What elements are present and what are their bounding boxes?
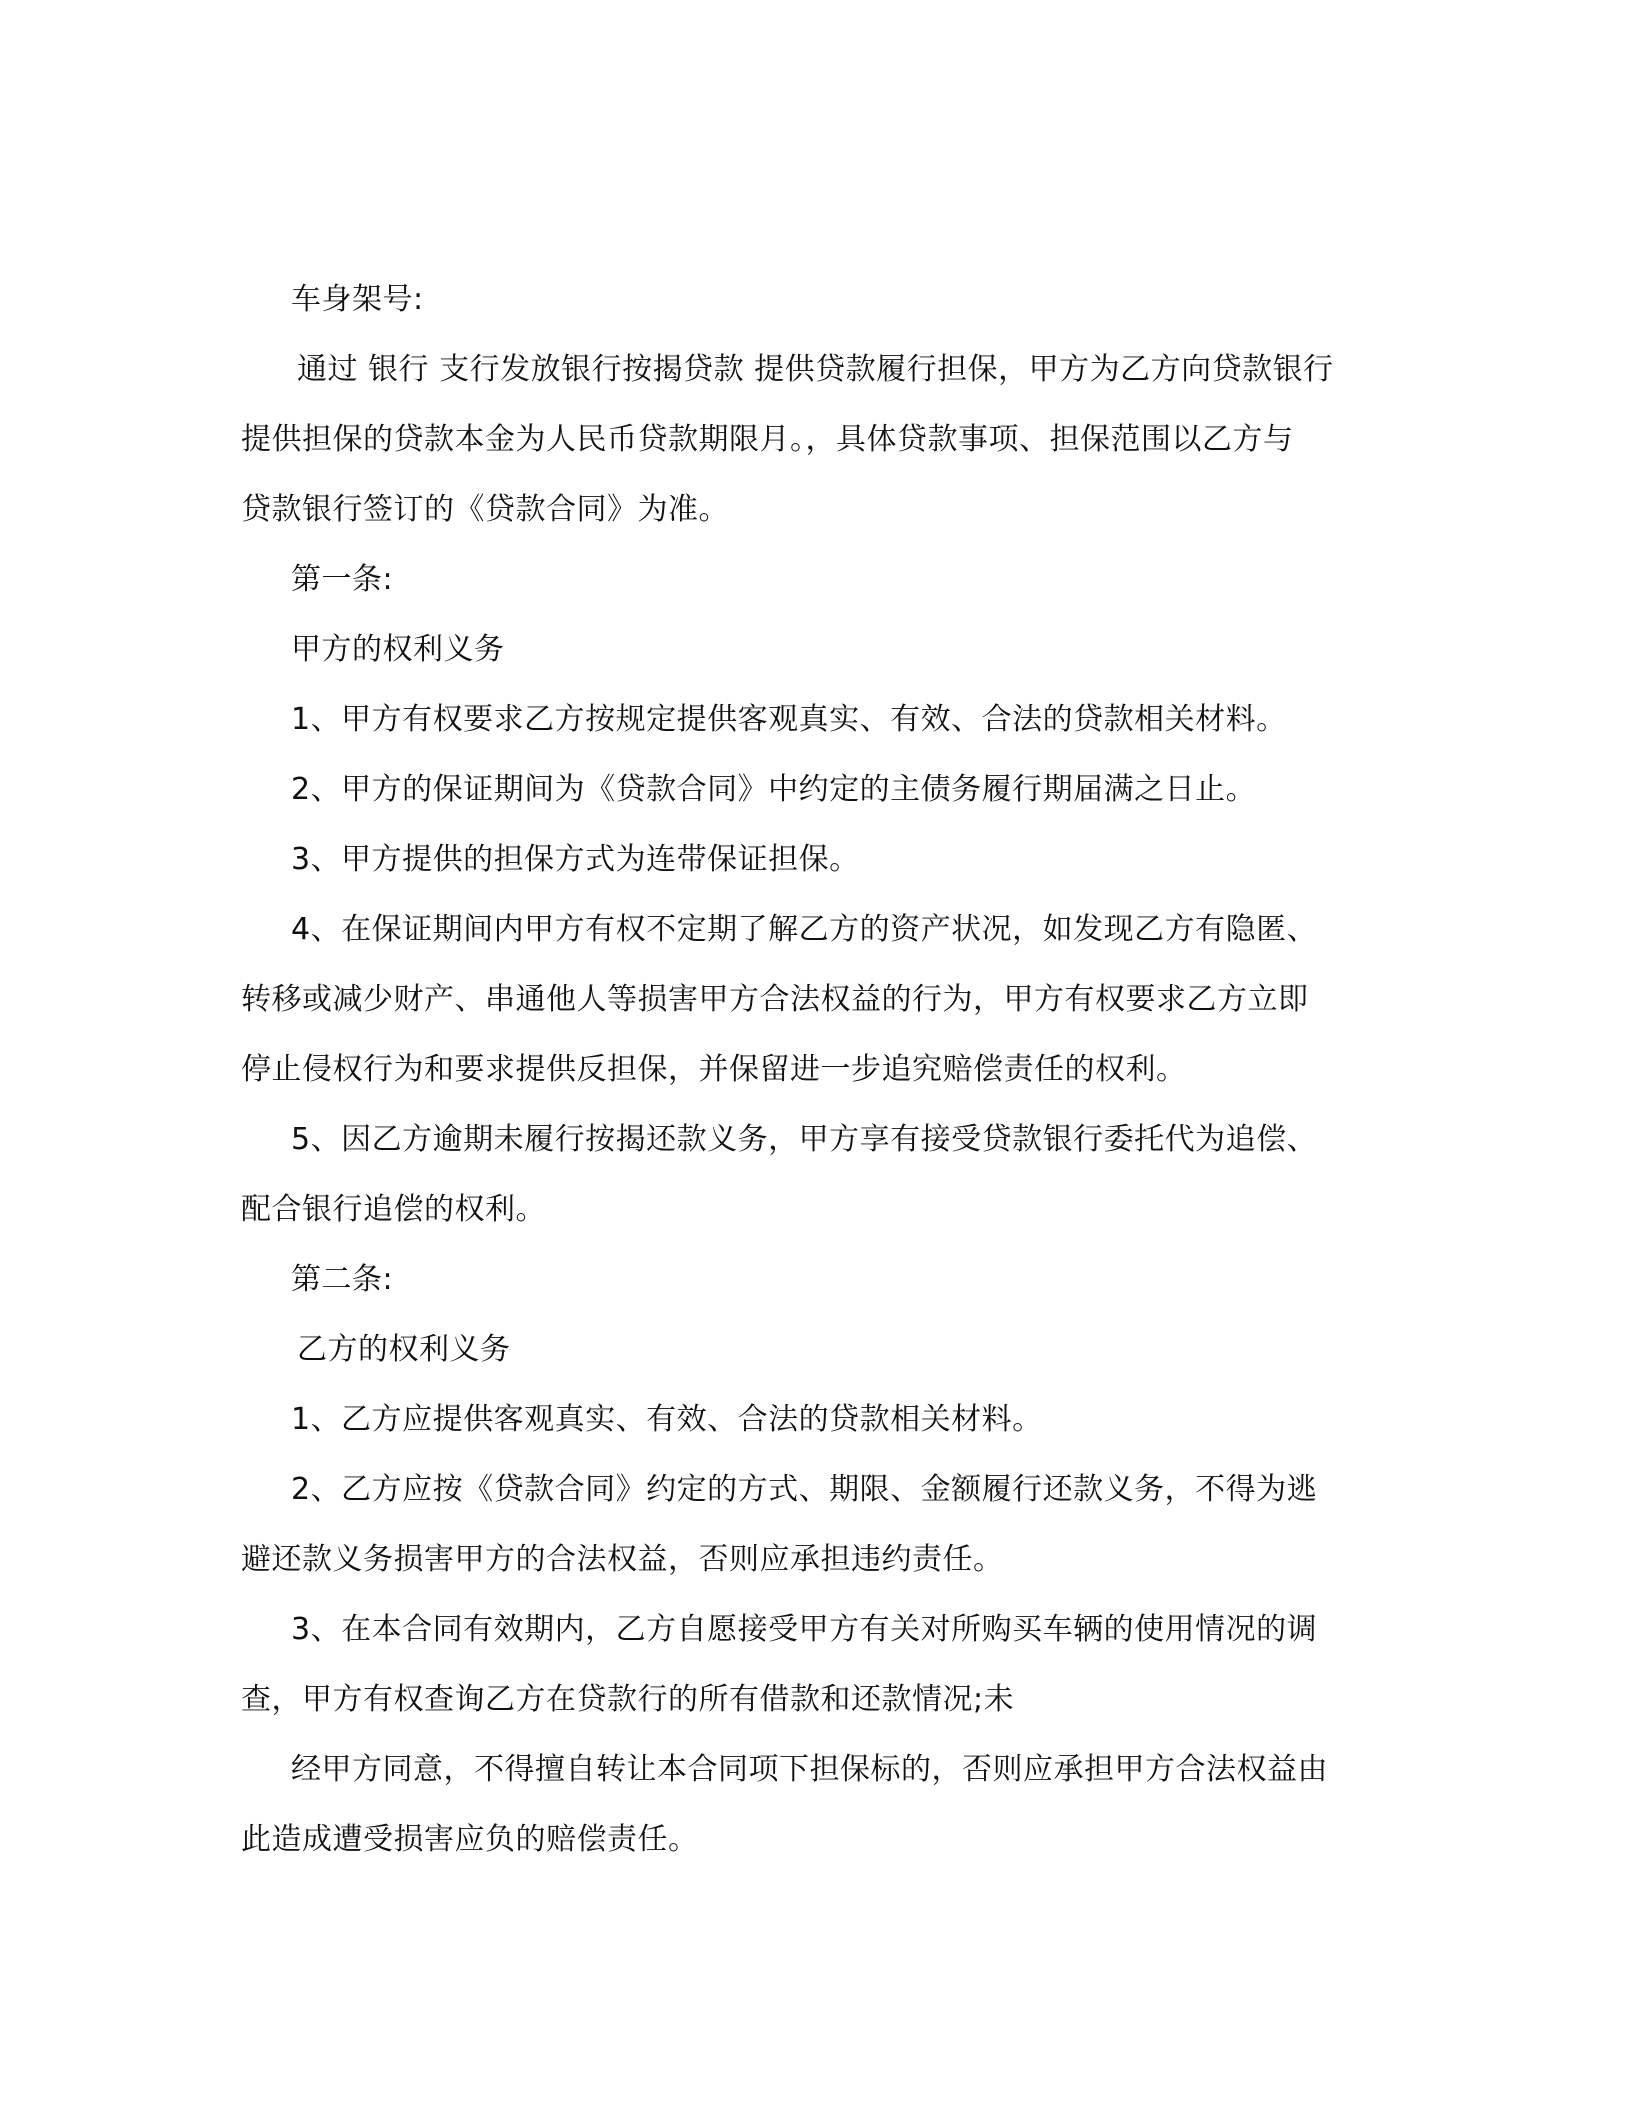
paragraph-line: 4、在保证期间内甲方有权不定期了解乙方的资产状况，如发现乙方有隐匿、 bbox=[291, 912, 1318, 947]
party-b-rights-heading: 乙方的权利义务 bbox=[297, 1332, 511, 1367]
paragraph-line: 转移或减少财产、串通他人等损害甲方合法权益的行为，甲方有权要求乙方立即 bbox=[241, 982, 1309, 1017]
vehicle-frame-number-label: 车身架号: bbox=[291, 282, 424, 317]
paragraph-line: 通过 银行 支行发放银行按揭贷款 提供贷款履行担保，甲方为乙方向贷款银行 bbox=[297, 352, 1334, 387]
paragraph-line: 2、甲方的保证期间为《贷款合同》中约定的主债务履行期届满之日止。 bbox=[291, 772, 1257, 807]
article-two-heading: 第二条: bbox=[291, 1262, 394, 1297]
paragraph-line: 贷款银行签订的《贷款合同》为准。 bbox=[241, 492, 729, 527]
paragraph-line: 1、乙方应提供客观真实、有效、合法的贷款相关材料。 bbox=[291, 1402, 1043, 1437]
paragraph-line: 3、在本合同有效期内，乙方自愿接受甲方有关对所购买车辆的使用情况的调 bbox=[291, 1612, 1318, 1647]
paragraph-line: 经甲方同意，不得擅自转让本合同项下担保标的，否则应承担甲方合法权益由 bbox=[291, 1752, 1328, 1787]
paragraph-line: 停止侵权行为和要求提供反担保，并保留进一步追究赔偿责任的权利。 bbox=[241, 1052, 1187, 1087]
paragraph-line: 此造成遭受损害应负的赔偿责任。 bbox=[241, 1822, 699, 1857]
paragraph-line: 3、甲方提供的担保方式为连带保证担保。 bbox=[291, 842, 860, 877]
paragraph-line: 2、乙方应按《贷款合同》约定的方式、期限、金额履行还款义务，不得为逃 bbox=[291, 1472, 1318, 1507]
paragraph-line: 配合银行追偿的权利。 bbox=[241, 1192, 546, 1227]
paragraph-line: 提供担保的贷款本金为人民币贷款期限月。，具体贷款事项、担保范围以乙方与 bbox=[241, 422, 1294, 457]
paragraph-line: 查，甲方有权查询乙方在贷款行的所有借款和还款情况;未 bbox=[241, 1682, 1015, 1717]
paragraph-line: 避还款义务损害甲方的合法权益，否则应承担违约责任。 bbox=[241, 1542, 1004, 1577]
article-one-heading: 第一条: bbox=[291, 562, 394, 597]
party-a-rights-heading: 甲方的权利义务 bbox=[291, 632, 505, 667]
paragraph-line: 5、因乙方逾期未履行按揭还款义务，甲方享有接受贷款银行委托代为追偿、 bbox=[291, 1122, 1318, 1157]
document-body bbox=[241, 265, 1391, 1875]
paragraph-line: 1、甲方有权要求乙方按规定提供客观真实、有效、合法的贷款相关材料。 bbox=[291, 702, 1287, 737]
